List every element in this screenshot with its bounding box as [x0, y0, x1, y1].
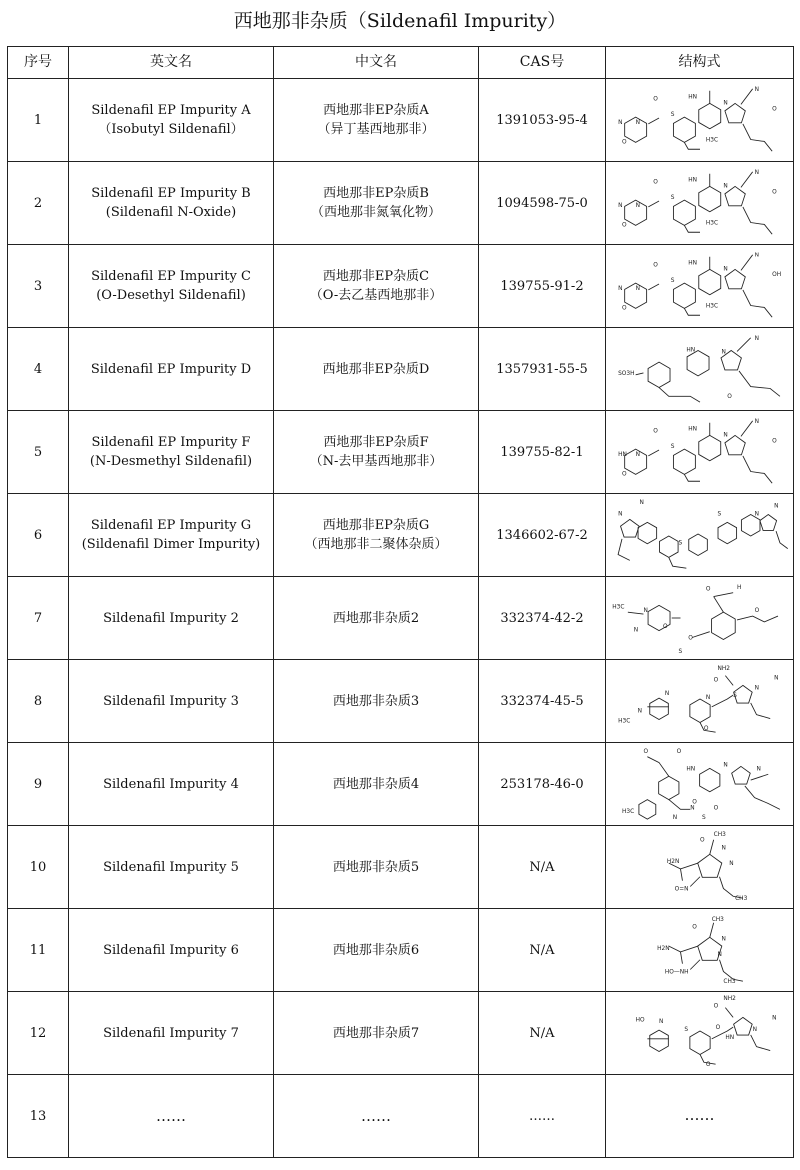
chinese-name-line: 西地那非EP杂质A — [323, 103, 429, 118]
atom-label: H2N — [657, 946, 670, 952]
atom-label: O — [727, 394, 732, 401]
atom-label: N — [618, 285, 623, 292]
row-number: 5 — [8, 411, 69, 494]
english-name-cell — [69, 577, 274, 660]
cas-number: 332374-42-2 — [479, 577, 606, 660]
atom-label: N — [659, 1019, 664, 1026]
atom-label: S — [678, 540, 683, 547]
atom-label: N — [635, 202, 641, 209]
atom-label: N — [756, 766, 761, 773]
chinese-name-cell — [274, 826, 479, 909]
atom-label: HN — [688, 177, 698, 184]
chinese-name-line: 西地那非杂质3 — [332, 693, 420, 709]
chinese-name-cell — [274, 162, 479, 245]
atom-label: O — [653, 96, 658, 103]
chinese-name-cell — [274, 660, 479, 743]
chinese-name-cell — [274, 79, 479, 162]
structure-cell — [606, 494, 794, 577]
english-name-cell — [69, 245, 274, 328]
atom-label: CH3 — [735, 896, 748, 903]
atom-label: O — [622, 305, 627, 312]
row-number: 8 — [8, 660, 69, 743]
atom-label: S — [717, 511, 722, 518]
atom-label: O — [676, 748, 682, 755]
row-number: 9 — [8, 743, 69, 826]
atom-label: N — [754, 685, 759, 692]
structure-nitroso-pyrazole-icon — [606, 828, 794, 906]
atom-label: O — [622, 222, 627, 229]
atom-label: S — [670, 444, 675, 451]
chinese-name-cell — [274, 328, 479, 411]
atom-label: N — [723, 432, 728, 439]
atom-label: O — [703, 726, 709, 733]
atom-label: O — [772, 189, 777, 196]
english-name-line: Sildenafil EP Impurity F — [91, 435, 251, 450]
document-title: 西地那非杂质（Sildenafil Impurity） — [233, 10, 567, 32]
chinese-name-cell — [274, 909, 479, 992]
row-number: 3 — [8, 245, 69, 328]
structure-cell — [606, 1075, 794, 1158]
atom-label: O — [622, 471, 627, 478]
structure-imine-icon — [606, 662, 794, 740]
chinese-name-line: 西地那非EP杂质F — [323, 435, 429, 450]
atom-label: O — [643, 748, 649, 755]
english-name-line: (Sildenafil Dimer Impurity) — [81, 537, 261, 552]
english-name-cell — [69, 909, 274, 992]
table-row — [8, 494, 794, 577]
chinese-name-line: 西地那非杂质6 — [332, 942, 420, 958]
atom-label: N — [721, 349, 726, 356]
atom-label: O — [715, 1025, 721, 1032]
atom-label: HN — [688, 426, 698, 433]
atom-label: N — [618, 511, 623, 518]
structure-cell — [606, 992, 794, 1075]
structure-cell — [606, 577, 794, 660]
cas-number: N/A — [479, 826, 606, 909]
atom-label: HO—NH — [664, 969, 689, 976]
atom-label: N — [717, 951, 722, 958]
atom-label: N — [639, 499, 644, 506]
chinese-name-line: 西地那非EP杂质G — [322, 518, 430, 533]
structure-cell — [606, 826, 794, 909]
structure-cell — [606, 411, 794, 494]
atom-label: NH2 — [717, 665, 731, 672]
atom-label: N — [752, 1027, 758, 1034]
chinese-name-cell — [274, 992, 479, 1075]
table-header-row — [8, 47, 794, 79]
chinese-name-line: 西地那非杂质5 — [332, 859, 420, 875]
row-number: 11 — [8, 909, 69, 992]
structure-cell — [606, 245, 794, 328]
atom-label: SO3H — [618, 370, 635, 377]
row-number: 4 — [8, 328, 69, 411]
atom-label: N — [690, 805, 695, 812]
atom-label: N — [774, 675, 779, 682]
atom-label: N — [664, 691, 670, 698]
cas-number: 1391053-95-4 — [479, 79, 606, 162]
atom-label: HN — [688, 94, 698, 101]
atom-label: O — [688, 635, 693, 642]
structure-cell — [606, 79, 794, 162]
cas-number: 1346602-67-2 — [479, 494, 606, 577]
cas-number: N/A — [479, 992, 606, 1075]
atom-label: S — [684, 1027, 689, 1034]
cas-number: N/A — [479, 909, 606, 992]
header-cas: CAS号 — [479, 47, 606, 79]
atom-label: N — [723, 266, 728, 273]
atom-label: O — [662, 623, 668, 630]
atom-label: OH — [772, 272, 782, 279]
english-name-cell — [69, 1075, 274, 1158]
atom-label: N — [723, 183, 728, 190]
atom-label: HN — [686, 347, 696, 354]
atom-label: O — [772, 106, 777, 113]
chinese-name-line: （N-去甲基西地那非） — [309, 454, 443, 469]
cas-number: 1357931-55-5 — [479, 328, 606, 411]
atom-label: H2N — [666, 859, 680, 866]
english-name-line: Sildenafil Impurity 4 — [103, 776, 239, 792]
chinese-name-line: 西地那非EP杂质B — [323, 186, 429, 201]
english-name-line: (Sildenafil N-Oxide) — [105, 205, 237, 220]
atom-label: HN — [618, 451, 627, 458]
english-name-line: Sildenafil EP Impurity A — [91, 103, 251, 118]
atom-label: N — [754, 169, 759, 176]
header-english-name: 英文名 — [69, 47, 274, 79]
atom-label: O — [653, 179, 658, 186]
atom-label: N — [637, 708, 642, 715]
atom-label: N — [754, 418, 759, 425]
english-name-cell — [69, 162, 274, 245]
english-name-line: Sildenafil EP Impurity B — [91, 186, 251, 201]
chinese-name-line: （西地那非氮氧化物） — [310, 205, 441, 220]
atom-label: N — [643, 608, 648, 615]
atom-label: N — [729, 861, 734, 868]
atom-label: H3C — [622, 809, 635, 816]
atom-label: O — [754, 608, 760, 615]
table-row — [8, 743, 794, 826]
english-name-line: …… — [156, 1106, 186, 1125]
structure-isomer-icon — [606, 745, 794, 823]
english-name-cell — [69, 328, 274, 411]
row-number: 12 — [8, 992, 69, 1075]
chinese-name-cell — [274, 743, 479, 826]
atom-label: N — [754, 335, 759, 342]
atom-label: O — [700, 837, 705, 844]
atom-label: O — [653, 262, 658, 269]
table-row — [8, 245, 794, 328]
english-name-cell — [69, 660, 274, 743]
english-name-cell — [69, 826, 274, 909]
row-number: 13 — [8, 1075, 69, 1158]
atom-label: CH3 — [723, 979, 736, 986]
atom-label: O — [653, 428, 658, 435]
structure-cell — [606, 328, 794, 411]
english-name-line: Sildenafil Impurity 5 — [103, 859, 239, 875]
atom-label: H3C — [705, 137, 719, 144]
atom-label: N — [618, 119, 623, 126]
english-name-cell — [69, 411, 274, 494]
atom-label: N — [635, 285, 641, 292]
chinese-name-line: 西地那非EP杂质D — [322, 361, 430, 377]
structure-hydroxylamine-pyrazole-icon — [606, 911, 794, 989]
table-row — [8, 79, 794, 162]
structure-isobutyl-sildenafil-icon — [606, 81, 794, 159]
english-name-cell — [69, 743, 274, 826]
atom-label: S — [670, 278, 675, 285]
atom-label: S — [701, 815, 706, 822]
chinese-name-line: 西地那非杂质2 — [332, 610, 420, 626]
atom-label: CH3 — [711, 916, 724, 923]
chinese-name-cell — [274, 494, 479, 577]
row-number: 6 — [8, 494, 69, 577]
atom-label: H — [737, 584, 742, 591]
cas-number: 139755-91-2 — [479, 245, 606, 328]
atom-label: O — [772, 438, 777, 445]
cas-number: 1094598-75-0 — [479, 162, 606, 245]
chinese-name-line: 西地那非杂质4 — [332, 776, 420, 792]
chinese-name-cell — [274, 411, 479, 494]
chinese-name-cell — [274, 1075, 479, 1158]
english-name-line: Sildenafil Impurity 2 — [103, 610, 239, 626]
structure-cell — [606, 743, 794, 826]
atom-label: O — [713, 1003, 719, 1010]
atom-label: S — [670, 195, 675, 202]
row-number: 1 — [8, 79, 69, 162]
table-row — [8, 992, 794, 1075]
header-chinese-name: 中文名 — [274, 47, 479, 79]
atom-label: O — [705, 586, 711, 593]
english-name-line: Sildenafil EP Impurity G — [90, 518, 252, 533]
atom-label: N — [618, 202, 623, 209]
chinese-name-cell — [274, 577, 479, 660]
english-name-line: （Isobutyl Sildenafil） — [98, 122, 244, 137]
table-row — [8, 826, 794, 909]
cas-number: …… — [479, 1075, 606, 1158]
table-row — [8, 328, 794, 411]
table-row — [8, 909, 794, 992]
atom-label: N — [723, 762, 728, 769]
cas-number: 253178-46-0 — [479, 743, 606, 826]
atom-label: N — [721, 845, 726, 852]
atom-label: N — [754, 511, 759, 518]
structure-o-desethyl-sildenafil-icon — [606, 247, 794, 325]
atom-label: O — [705, 1062, 711, 1069]
english-name-line: (N-Desmethyl Sildenafil) — [89, 454, 253, 469]
table-row — [8, 411, 794, 494]
structure-cell — [606, 162, 794, 245]
atom-label: H3C — [612, 604, 625, 611]
atom-label: O — [692, 924, 697, 931]
english-name-line: Sildenafil Impurity 3 — [103, 693, 239, 709]
chinese-name-line: …… — [361, 1106, 391, 1125]
atom-label: HN — [725, 1034, 735, 1041]
table-row — [8, 577, 794, 660]
chinese-name-cell — [274, 245, 479, 328]
atom-label: S — [670, 112, 675, 119]
chinese-name-line: （西地那非二聚体杂质） — [304, 537, 448, 552]
atom-label: O — [713, 677, 719, 684]
chinese-name-line: （O-去乙基西地那非） — [309, 288, 443, 303]
cas-number: 332374-45-5 — [479, 660, 606, 743]
atom-label: N — [633, 627, 639, 634]
atom-label: HO — [635, 1017, 645, 1024]
row-number: 2 — [8, 162, 69, 245]
atom-label: S — [733, 693, 737, 700]
structure-sildenafil-dimer-icon — [606, 496, 794, 574]
structure-n-desmethyl-sildenafil-icon — [606, 413, 794, 491]
english-name-line: Sildenafil Impurity 7 — [103, 1025, 239, 1041]
atom-label: N — [754, 252, 759, 259]
atom-label: HN — [686, 766, 696, 773]
structure-cell — [606, 909, 794, 992]
structure-sildenafil-n-oxide-icon — [606, 164, 794, 242]
atom-label: HN — [688, 260, 698, 267]
impurity-table — [7, 46, 794, 1158]
atom-label: N — [635, 451, 641, 458]
atom-label: O — [622, 139, 627, 146]
atom-label: N — [721, 936, 726, 943]
table-row — [8, 1075, 794, 1158]
english-name-line: (O-Desethyl Sildenafil) — [96, 288, 246, 303]
header-structure: 结构式 — [606, 47, 794, 79]
atom-label: N — [754, 86, 759, 93]
atom-label: N — [672, 815, 678, 822]
atom-label: O=N — [674, 886, 689, 893]
english-name-line: Sildenafil EP Impurity C — [91, 269, 251, 284]
cas-number: 139755-82-1 — [479, 411, 606, 494]
english-name-line: Sildenafil Impurity 6 — [103, 942, 239, 958]
structure-placeholder: …… — [684, 1106, 715, 1124]
row-number: 10 — [8, 826, 69, 909]
chinese-name-line: 西地那非EP杂质C — [322, 269, 430, 284]
atom-label: N — [774, 503, 779, 510]
english-name-line: Sildenafil EP Impurity D — [90, 361, 252, 377]
atom-label: S — [678, 649, 683, 656]
atom-label: N — [705, 695, 711, 702]
english-name-cell — [69, 992, 274, 1075]
atom-label: H3C — [705, 220, 719, 227]
structure-amide-icon — [606, 994, 794, 1072]
atom-label: CH3 — [713, 831, 726, 838]
english-name-cell — [69, 494, 274, 577]
atom-label: NH2 — [723, 995, 736, 1002]
atom-label: N — [772, 1015, 777, 1022]
atom-label: H3C — [705, 303, 719, 310]
atom-label: O — [692, 799, 697, 806]
table-row — [8, 162, 794, 245]
structure-sulfonic-acid-icon — [606, 330, 794, 408]
row-number: 7 — [8, 577, 69, 660]
atom-label: H3C — [618, 718, 631, 725]
table-row — [8, 660, 794, 743]
atom-label: N — [635, 119, 641, 126]
structure-aldehyde-icon — [606, 579, 794, 657]
header-no: 序号 — [8, 47, 69, 79]
atom-label: O — [713, 805, 719, 812]
chinese-name-line: （异丁基西地那非） — [317, 122, 435, 137]
atom-label: N — [723, 100, 728, 107]
english-name-cell — [69, 79, 274, 162]
structure-cell — [606, 660, 794, 743]
chinese-name-line: 西地那非杂质7 — [332, 1025, 420, 1041]
